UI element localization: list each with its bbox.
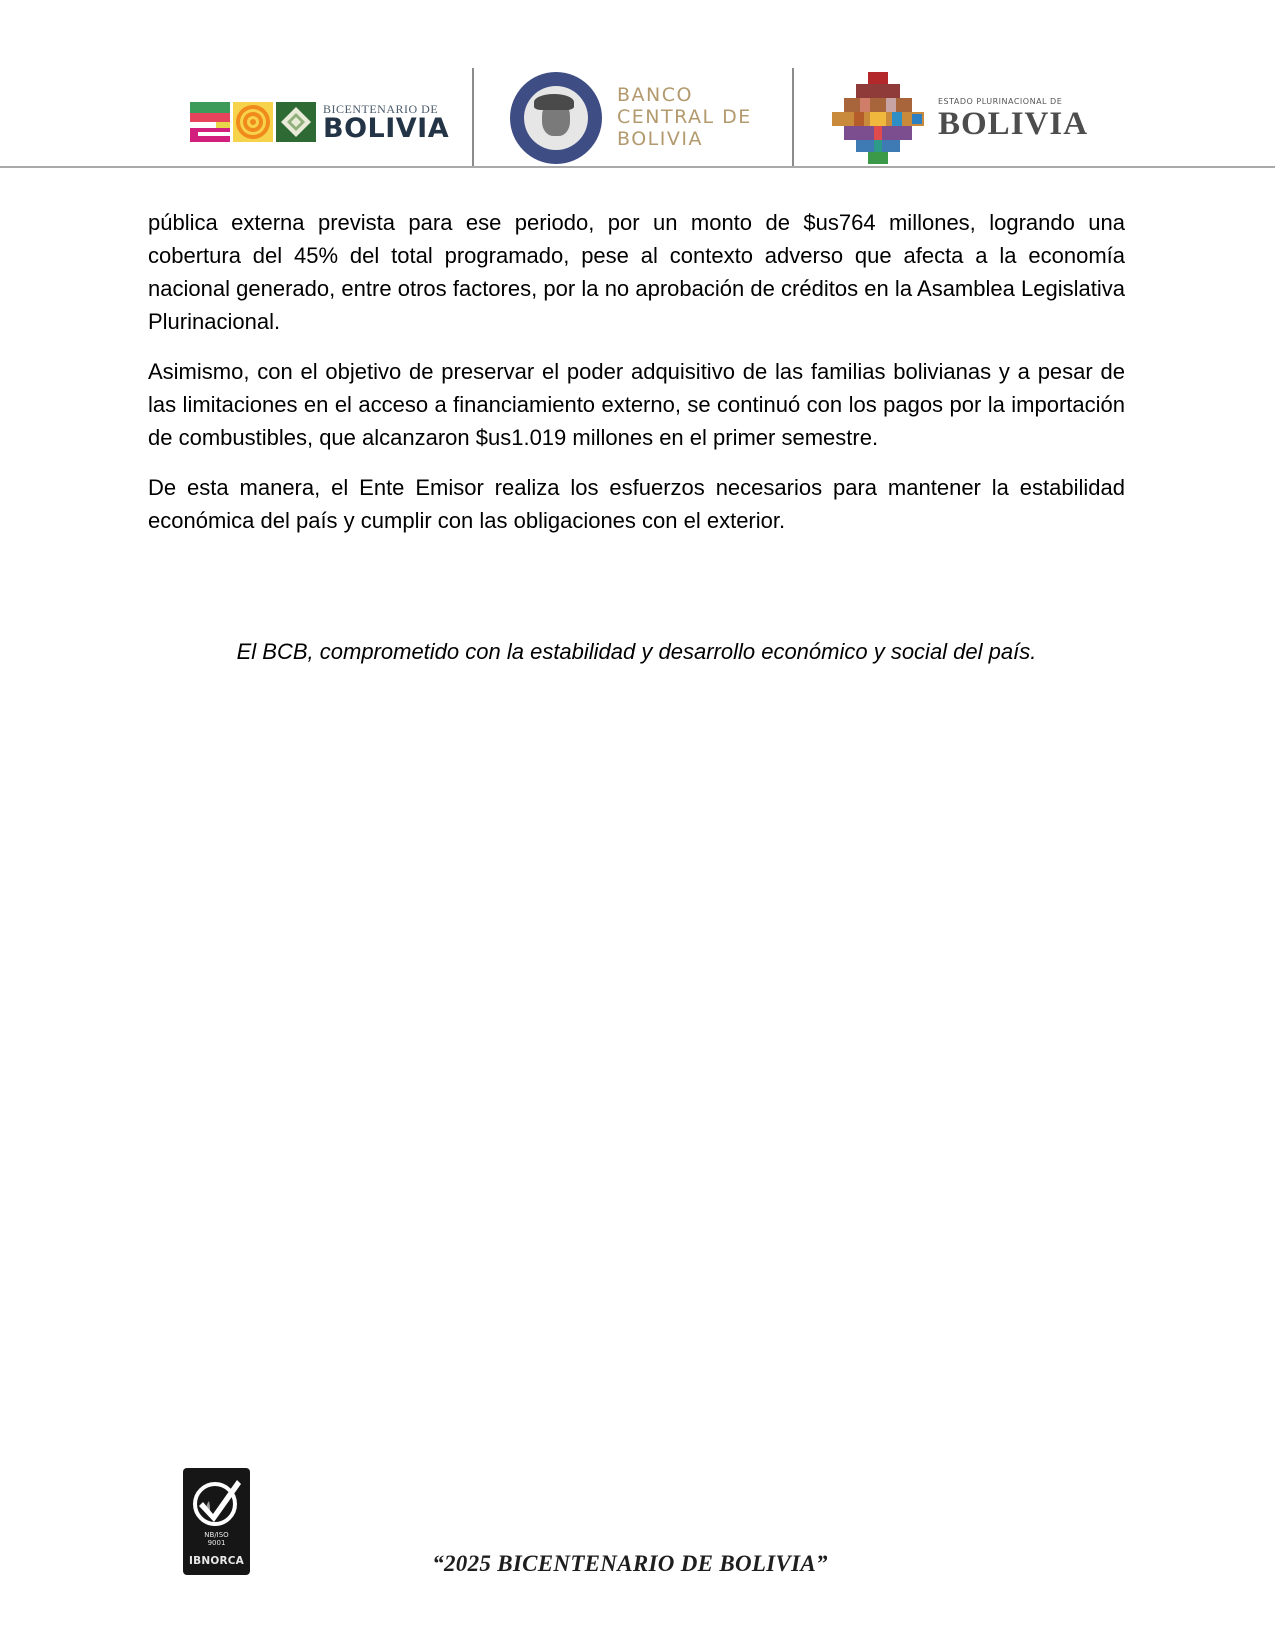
chakana-emblem-icon: [830, 70, 926, 166]
estado-big-text: BOLIVIA: [938, 106, 1089, 142]
body-paragraph: De esta manera, el Ente Emisor realiza los esfuerzos necesarios para mantener la estabilidad económica del país y cumplir con las obligaciones con el exterior.: [148, 475, 1125, 533]
body-paragraph: pública externa prevista para ese periodo, por un monto de $us764 millones, logrando una cobertura del 45% del total programado, pese al contexto adverso que afecta a la economía nacional generado, entre otros factores, por la no aprobación de créditos en la Asamblea Legislativa Plurinacional.: [148, 210, 1125, 334]
bcb-seal-icon: [510, 72, 602, 164]
estado-logo-text: [938, 98, 1088, 141]
logo-divider: [472, 68, 474, 166]
checkmark-icon: [189, 1474, 244, 1529]
iso-certification-badge: [183, 1468, 250, 1575]
bcb-line-3: BOLIVIA: [617, 128, 703, 150]
document-body: [148, 206, 1125, 554]
bicentenario-logo: [190, 100, 449, 144]
bicentenario-spiral-icon: [233, 102, 273, 142]
footer-slogan: “2025 BICENTENARIO DE BOLIVIA”: [432, 1551, 828, 1576]
iso-standard-line-1: NB/ISO: [204, 1531, 229, 1539]
iso-standard-line-2: 9001: [207, 1539, 226, 1547]
iso-brand-text: IBNORCA: [189, 1555, 244, 1567]
bcb-line-2: CENTRAL DE: [617, 106, 752, 128]
header-rule: [0, 166, 1275, 168]
bcb-line-1: BANCO: [617, 84, 693, 106]
closing-tagline: El BCB, comprometido con la estabilidad y desarrollo económico y social del país.: [236, 639, 1037, 664]
logo-divider: [792, 68, 794, 166]
iso-standard-text: [183, 1531, 250, 1547]
letterhead: [0, 0, 1275, 168]
bicentenario-tile-e-icon: [190, 102, 230, 142]
bcb-logo-text: [617, 84, 752, 150]
bicentenario-diamond-icon: [276, 102, 316, 142]
estado-small-text: ESTADO PLURINACIONAL DE: [938, 97, 1063, 106]
bicentenario-big-text: BOLIVIA: [323, 112, 450, 144]
body-paragraph: Asimismo, con el objetivo de preservar el poder adquisitivo de las familias bolivianas y a pesar de las limitaciones en el acceso a financiamiento externo, se continuó con los pagos por la importación de combustibles, que alcanzaron $us1.019 millones en el primer semestre.: [148, 359, 1125, 450]
bicentenario-small-text: BICENTENARIO DE: [323, 101, 439, 116]
